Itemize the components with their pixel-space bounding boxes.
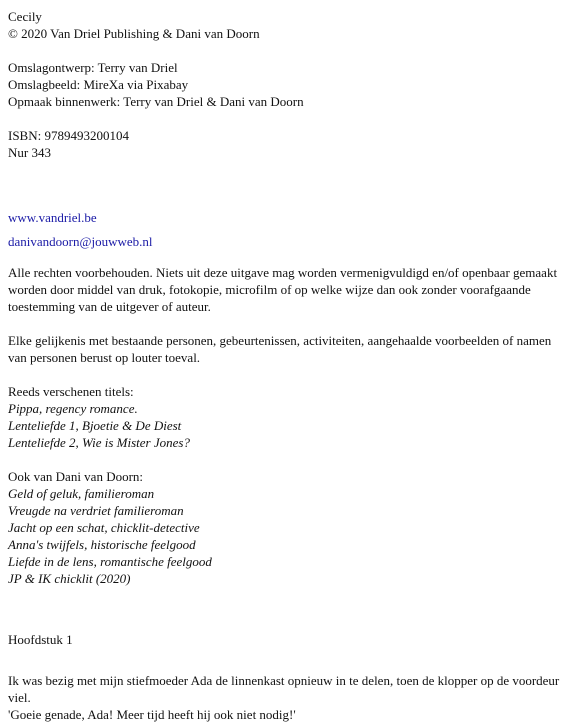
cover-design-credit: Omslagontwerp: Terry van Driel (8, 60, 178, 75)
interior-layout-credit: Opmaak binnenwerk: Terry van Driel & Dani van Doorn (8, 94, 304, 109)
email-link[interactable]: danivandoorn@jouwweb.nl (8, 234, 153, 249)
isbn-line: ISBN: 9789493200104 (8, 128, 129, 143)
rights-paragraph: Alle rechten voorbehouden. Niets uit deze uitgave mag worden vermenigvuldigd en/of openbaar gemaakt worden door middel van druk, fotokopie, microfilm of op welke wijze dan ook zonder voorafgaande toestemming van de uitgever of auteur. (8, 265, 558, 314)
nur-line: Nur 343 (8, 145, 51, 160)
also-by-item: JP & IK chicklit (2020) (8, 571, 131, 586)
published-title-item: Lenteliefde 2, Wie is Mister Jones? (8, 435, 190, 450)
copyright-line: © 2020 Van Driel Publishing & Dani van Doorn (8, 26, 260, 41)
also-by-item: Vreugde na verdriet familieroman (8, 503, 184, 518)
chapter-heading: Hoofdstuk 1 (8, 632, 73, 647)
published-title-item: Pippa, regency romance. (8, 401, 138, 416)
also-by-item: Jacht op een schat, chicklit-detective (8, 520, 200, 535)
chapter-cut-line: 'Goeie genade, Ada! Meer tijd heeft hij ook niet nodig!' (8, 707, 296, 722)
disclaimer-paragraph: Elke gelijkenis met bestaande personen, gebeurtenissen, activiteiten, aangehaalde voorbeelden of namen van personen berust op louter toeval. (8, 333, 552, 365)
published-title-item: Lenteliefde 1, Bjoetie & De Diest (8, 418, 182, 433)
also-by-item: Anna's twijfels, historische feelgood (8, 537, 196, 552)
chapter-first-paragraph: Ik was bezig met mijn stiefmoeder Ada de linnenkast opnieuw in te delen, toen de klopper op de voordeur viel. (8, 673, 560, 705)
published-titles-heading: Reeds verschenen titels: (8, 384, 134, 399)
document-page (8, 8, 560, 723)
also-by-item: Liefde in de lens, romantische feelgood (8, 554, 212, 569)
also-by-item: Geld of geluk, familieroman (8, 486, 155, 501)
book-title: Cecily (8, 9, 42, 24)
also-by-heading: Ook van Dani van Doorn: (8, 469, 144, 484)
cover-image-credit: Omslagbeeld: MireXa via Pixabay (8, 77, 189, 92)
website-link[interactable]: www.vandriel.be (8, 210, 97, 225)
